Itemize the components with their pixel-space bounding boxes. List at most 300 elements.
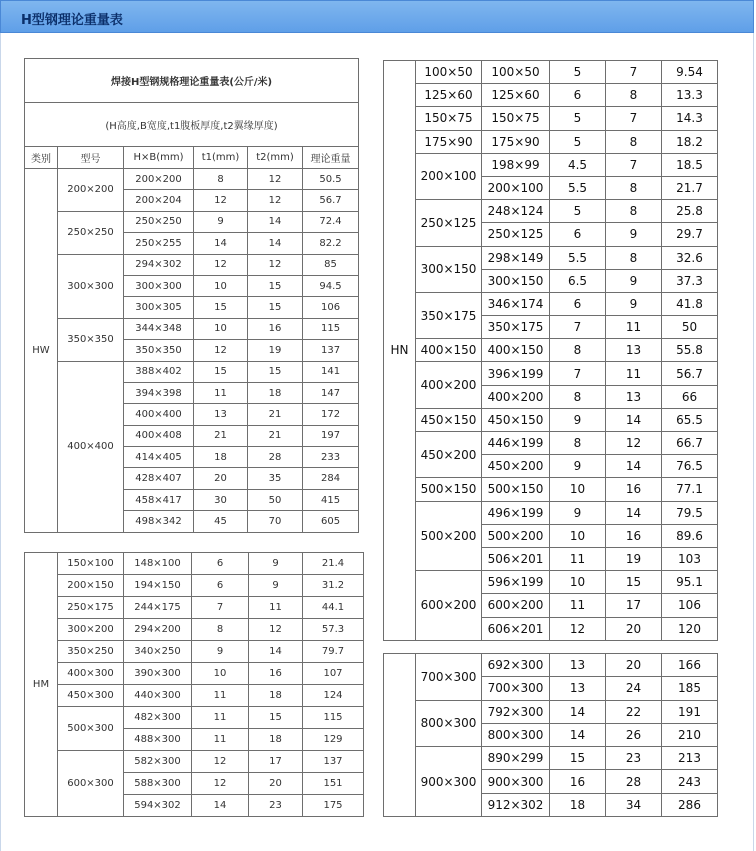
weight-cell: 415 <box>303 489 359 510</box>
t1-cell: 12 <box>192 751 249 773</box>
weight-cell: 106 <box>303 297 359 318</box>
weight-cell: 191 <box>662 700 718 723</box>
t2-cell: 35 <box>248 468 303 489</box>
t1-cell: 6 <box>192 575 249 597</box>
t2-cell: 23 <box>606 747 662 770</box>
size-cell: 200×204 <box>124 190 194 211</box>
t2-cell: 19 <box>248 340 303 361</box>
t2-cell: 12 <box>248 190 303 211</box>
size-cell: 596×199 <box>482 571 550 594</box>
table-subtitle-row <box>25 103 359 147</box>
weight-cell: 29.7 <box>662 223 718 246</box>
weight-cell: 79.7 <box>303 641 364 663</box>
size-cell: 400×150 <box>482 339 550 362</box>
size-cell: 488×300 <box>124 729 192 751</box>
t1-cell: 6 <box>550 84 606 107</box>
t1-cell: 11 <box>192 729 249 751</box>
t1-cell: 15 <box>194 297 248 318</box>
weight-cell: 41.8 <box>662 292 718 315</box>
t2-cell: 13 <box>606 385 662 408</box>
size-cell: 248×124 <box>482 200 550 223</box>
t2-cell: 28 <box>248 447 303 468</box>
table-row <box>384 501 718 524</box>
model-cell: 400×150 <box>416 339 482 362</box>
weight-cell: 213 <box>662 747 718 770</box>
t2-cell: 16 <box>606 524 662 547</box>
table-subtitle: (H高度,B宽度,t1腹板厚度,t2翼缘厚度) <box>25 103 359 147</box>
t2-cell: 16 <box>606 478 662 501</box>
category-cell <box>384 654 416 817</box>
weight-cell: 137 <box>303 340 359 361</box>
size-cell: 250×125 <box>482 223 550 246</box>
t1-cell: 5.5 <box>550 246 606 269</box>
t1-cell: 5.5 <box>550 176 606 199</box>
t1-cell: 6 <box>550 292 606 315</box>
weight-cell: 56.7 <box>662 362 718 385</box>
table-title-row <box>25 59 359 103</box>
table-row <box>25 619 364 641</box>
hm-table <box>24 552 364 817</box>
t1-cell: 10 <box>550 571 606 594</box>
size-cell: 506×201 <box>482 547 550 570</box>
weight-cell: 18.5 <box>662 153 718 176</box>
weight-cell: 94.5 <box>303 275 359 296</box>
size-cell: 298×149 <box>482 246 550 269</box>
size-cell: 446×199 <box>482 432 550 455</box>
t2-cell: 16 <box>249 663 303 685</box>
table-row <box>384 700 718 723</box>
t2-cell: 15 <box>248 275 303 296</box>
size-cell: 125×60 <box>482 84 550 107</box>
model-cell: 450×200 <box>416 432 482 478</box>
t1-cell: 8 <box>192 619 249 641</box>
size-cell: 148×100 <box>124 553 192 575</box>
t1-cell: 11 <box>194 382 248 403</box>
table-row <box>384 200 718 223</box>
size-cell: 500×200 <box>482 524 550 547</box>
weight-cell: 77.1 <box>662 478 718 501</box>
t1-cell: 18 <box>550 793 606 816</box>
t2-cell: 24 <box>606 677 662 700</box>
size-cell: 300×300 <box>124 275 194 296</box>
column-header: H×B(mm) <box>124 147 194 169</box>
model-cell: 700×300 <box>416 654 482 701</box>
weight-cell: 106 <box>662 594 718 617</box>
column-header: t2(mm) <box>248 147 303 169</box>
table-row <box>25 361 359 382</box>
t1-cell: 13 <box>550 677 606 700</box>
t1-cell: 7 <box>550 316 606 339</box>
t1-cell: 6 <box>550 223 606 246</box>
model-cell: 200×200 <box>58 169 124 212</box>
table-row <box>384 362 718 385</box>
t2-cell: 14 <box>248 233 303 254</box>
t2-cell: 22 <box>606 700 662 723</box>
model-cell: 500×300 <box>58 707 124 751</box>
t1-cell: 20 <box>194 468 248 489</box>
column-header-row <box>25 147 359 169</box>
size-cell: 390×300 <box>124 663 192 685</box>
t1-cell: 5 <box>550 130 606 153</box>
table-row <box>384 292 718 315</box>
size-cell: 428×407 <box>124 468 194 489</box>
t2-cell: 19 <box>606 547 662 570</box>
size-cell: 792×300 <box>482 700 550 723</box>
t2-cell: 12 <box>249 619 303 641</box>
t1-cell: 15 <box>194 361 248 382</box>
size-cell: 600×200 <box>482 594 550 617</box>
t1-cell: 11 <box>550 547 606 570</box>
table-row <box>25 254 359 275</box>
model-cell: 350×250 <box>58 641 124 663</box>
weight-cell: 115 <box>303 707 364 729</box>
size-cell: 198×99 <box>482 153 550 176</box>
weight-cell: 55.8 <box>662 339 718 362</box>
table-row <box>25 169 359 190</box>
size-cell: 150×75 <box>482 107 550 130</box>
model-cell: 300×150 <box>416 246 482 292</box>
model-cell: 150×100 <box>58 553 124 575</box>
model-cell: 450×150 <box>416 408 482 431</box>
t1-cell: 12 <box>194 340 248 361</box>
t2-cell: 17 <box>249 751 303 773</box>
model-cell: 500×150 <box>416 478 482 501</box>
table-title: 焊接H型钢规格理论重量表(公斤/米) <box>25 59 359 103</box>
size-cell: 294×200 <box>124 619 192 641</box>
t2-cell: 12 <box>248 254 303 275</box>
t2-cell: 20 <box>249 773 303 795</box>
model-cell: 200×150 <box>58 575 124 597</box>
size-cell: 582×300 <box>124 751 192 773</box>
t1-cell: 8 <box>550 339 606 362</box>
weight-cell: 82.2 <box>303 233 359 254</box>
category-cell: HW <box>25 169 58 533</box>
column-header: 理论重量 <box>303 147 359 169</box>
size-cell: 396×199 <box>482 362 550 385</box>
t2-cell: 13 <box>606 339 662 362</box>
t2-cell: 14 <box>606 455 662 478</box>
t2-cell: 14 <box>249 641 303 663</box>
t1-cell: 9 <box>550 455 606 478</box>
weight-cell: 37.3 <box>662 269 718 292</box>
table-row <box>384 61 718 84</box>
weight-cell: 57.3 <box>303 619 364 641</box>
t1-cell: 6 <box>192 553 249 575</box>
t1-cell: 11 <box>192 685 249 707</box>
t2-cell: 11 <box>606 316 662 339</box>
model-cell: 500×200 <box>416 501 482 571</box>
weight-cell: 197 <box>303 425 359 446</box>
weight-cell: 172 <box>303 404 359 425</box>
t2-cell: 18 <box>249 729 303 751</box>
t2-cell: 12 <box>248 169 303 190</box>
table-row <box>384 571 718 594</box>
t1-cell: 14 <box>192 795 249 817</box>
t2-cell: 15 <box>248 297 303 318</box>
t1-cell: 18 <box>194 447 248 468</box>
model-cell: 300×300 <box>58 254 124 318</box>
hn-continued-table <box>383 653 718 817</box>
table-row <box>25 685 364 707</box>
weight-cell: 210 <box>662 723 718 746</box>
t2-cell: 7 <box>606 107 662 130</box>
model-cell: 450×300 <box>58 685 124 707</box>
column-header: t1(mm) <box>194 147 248 169</box>
size-cell: 300×305 <box>124 297 194 318</box>
t1-cell: 9 <box>194 211 248 232</box>
category-cell: HM <box>25 553 58 817</box>
size-cell: 175×90 <box>482 130 550 153</box>
model-cell: 150×75 <box>416 107 482 130</box>
weight-cell: 89.6 <box>662 524 718 547</box>
t2-cell: 15 <box>249 707 303 729</box>
weight-cell: 284 <box>303 468 359 489</box>
size-cell: 588×300 <box>124 773 192 795</box>
t1-cell: 16 <box>550 770 606 793</box>
weight-cell: 25.8 <box>662 200 718 223</box>
table-row <box>384 432 718 455</box>
t2-cell: 18 <box>249 685 303 707</box>
size-cell: 394×398 <box>124 382 194 403</box>
t2-cell: 15 <box>248 361 303 382</box>
weight-cell: 233 <box>303 447 359 468</box>
size-cell: 482×300 <box>124 707 192 729</box>
size-cell: 400×200 <box>482 385 550 408</box>
t1-cell: 12 <box>192 773 249 795</box>
page-title: H型钢理论重量表 <box>21 13 123 28</box>
t2-cell: 14 <box>248 211 303 232</box>
table-row <box>25 575 364 597</box>
t1-cell: 8 <box>550 385 606 408</box>
t2-cell: 16 <box>248 318 303 339</box>
table-row <box>384 408 718 431</box>
size-cell: 800×300 <box>482 723 550 746</box>
t2-cell: 9 <box>606 292 662 315</box>
table-row <box>384 130 718 153</box>
t2-cell: 21 <box>248 425 303 446</box>
table-row <box>384 339 718 362</box>
table-row <box>384 747 718 770</box>
t1-cell: 8 <box>550 432 606 455</box>
t1-cell: 12 <box>194 254 248 275</box>
t2-cell: 9 <box>249 553 303 575</box>
table-row <box>25 211 359 232</box>
weight-cell: 151 <box>303 773 364 795</box>
model-cell: 250×250 <box>58 211 124 254</box>
table-row <box>25 597 364 619</box>
size-cell: 250×250 <box>124 211 194 232</box>
weight-cell: 21.4 <box>303 553 364 575</box>
t2-cell: 11 <box>249 597 303 619</box>
t1-cell: 10 <box>194 318 248 339</box>
model-cell: 400×300 <box>58 663 124 685</box>
t1-cell: 9 <box>550 408 606 431</box>
t1-cell: 14 <box>194 233 248 254</box>
weight-cell: 243 <box>662 770 718 793</box>
weight-cell: 141 <box>303 361 359 382</box>
size-cell: 244×175 <box>124 597 192 619</box>
hn-table <box>383 60 718 641</box>
size-cell: 346×174 <box>482 292 550 315</box>
weight-cell: 13.3 <box>662 84 718 107</box>
size-cell: 496×199 <box>482 501 550 524</box>
t2-cell: 8 <box>606 130 662 153</box>
size-cell: 450×150 <box>482 408 550 431</box>
size-cell: 100×50 <box>482 61 550 84</box>
t1-cell: 12 <box>194 190 248 211</box>
title-bar <box>0 0 754 33</box>
table-row <box>384 153 718 176</box>
t1-cell: 5 <box>550 200 606 223</box>
weight-cell: 129 <box>303 729 364 751</box>
size-cell: 912×302 <box>482 793 550 816</box>
weight-cell: 115 <box>303 318 359 339</box>
t2-cell: 9 <box>249 575 303 597</box>
weight-cell: 147 <box>303 382 359 403</box>
weight-cell: 65.5 <box>662 408 718 431</box>
t2-cell: 26 <box>606 723 662 746</box>
model-cell: 600×200 <box>416 571 482 641</box>
weight-cell: 166 <box>662 654 718 677</box>
t1-cell: 13 <box>550 654 606 677</box>
t2-cell: 11 <box>606 362 662 385</box>
model-cell: 350×350 <box>58 318 124 361</box>
weight-cell: 9.54 <box>662 61 718 84</box>
size-cell: 194×150 <box>124 575 192 597</box>
size-cell: 388×402 <box>124 361 194 382</box>
weight-cell: 103 <box>662 547 718 570</box>
t1-cell: 11 <box>550 594 606 617</box>
weight-cell: 56.7 <box>303 190 359 211</box>
weight-cell: 185 <box>662 677 718 700</box>
table-row <box>384 478 718 501</box>
size-cell: 606×201 <box>482 617 550 640</box>
t1-cell: 13 <box>194 404 248 425</box>
size-cell: 450×200 <box>482 455 550 478</box>
size-cell: 200×200 <box>124 169 194 190</box>
t2-cell: 18 <box>248 382 303 403</box>
t1-cell: 10 <box>192 663 249 685</box>
size-cell: 400×400 <box>124 404 194 425</box>
t2-cell: 50 <box>248 489 303 510</box>
weight-cell: 85 <box>303 254 359 275</box>
model-cell: 800×300 <box>416 700 482 747</box>
t1-cell: 21 <box>194 425 248 446</box>
model-cell: 200×100 <box>416 153 482 199</box>
t1-cell: 10 <box>550 478 606 501</box>
model-cell: 175×90 <box>416 130 482 153</box>
t2-cell: 28 <box>606 770 662 793</box>
t2-cell: 20 <box>606 654 662 677</box>
weight-cell: 120 <box>662 617 718 640</box>
size-cell: 300×150 <box>482 269 550 292</box>
t2-cell: 34 <box>606 793 662 816</box>
size-cell: 700×300 <box>482 677 550 700</box>
weight-cell: 286 <box>662 793 718 816</box>
size-cell: 414×405 <box>124 447 194 468</box>
size-cell: 340×250 <box>124 641 192 663</box>
table-row <box>384 654 718 677</box>
weight-cell: 76.5 <box>662 455 718 478</box>
t1-cell: 5 <box>550 61 606 84</box>
size-cell: 458×417 <box>124 489 194 510</box>
model-cell: 350×175 <box>416 292 482 338</box>
column-header: 型号 <box>58 147 124 169</box>
table-row <box>25 751 364 773</box>
t2-cell: 7 <box>606 153 662 176</box>
t1-cell: 8 <box>194 169 248 190</box>
weight-cell: 107 <box>303 663 364 685</box>
t2-cell: 12 <box>606 432 662 455</box>
weight-cell: 72.4 <box>303 211 359 232</box>
weight-cell: 66 <box>662 385 718 408</box>
column-header: 类别 <box>25 147 58 169</box>
table-row <box>25 707 364 729</box>
t2-cell: 23 <box>249 795 303 817</box>
t1-cell: 45 <box>194 511 248 532</box>
hw-table <box>24 58 359 533</box>
t2-cell: 21 <box>248 404 303 425</box>
t2-cell: 9 <box>606 269 662 292</box>
t2-cell: 70 <box>248 511 303 532</box>
model-cell: 400×400 <box>58 361 124 532</box>
weight-cell: 32.6 <box>662 246 718 269</box>
t1-cell: 4.5 <box>550 153 606 176</box>
size-cell: 294×302 <box>124 254 194 275</box>
t2-cell: 9 <box>606 223 662 246</box>
category-cell: HN <box>384 61 416 641</box>
t1-cell: 30 <box>194 489 248 510</box>
table-row <box>384 246 718 269</box>
weight-cell: 50 <box>662 316 718 339</box>
t1-cell: 10 <box>550 524 606 547</box>
t1-cell: 14 <box>550 723 606 746</box>
weight-cell: 31.2 <box>303 575 364 597</box>
size-cell: 200×100 <box>482 176 550 199</box>
size-cell: 900×300 <box>482 770 550 793</box>
t1-cell: 6.5 <box>550 269 606 292</box>
t2-cell: 15 <box>606 571 662 594</box>
weight-cell: 18.2 <box>662 130 718 153</box>
weight-cell: 66.7 <box>662 432 718 455</box>
model-cell: 125×60 <box>416 84 482 107</box>
size-cell: 692×300 <box>482 654 550 677</box>
model-cell: 250×125 <box>416 200 482 246</box>
weight-cell: 79.5 <box>662 501 718 524</box>
t2-cell: 8 <box>606 246 662 269</box>
size-cell: 350×350 <box>124 340 194 361</box>
t1-cell: 11 <box>192 707 249 729</box>
model-cell: 300×200 <box>58 619 124 641</box>
size-cell: 344×348 <box>124 318 194 339</box>
size-cell: 350×175 <box>482 316 550 339</box>
t2-cell: 8 <box>606 200 662 223</box>
weight-cell: 605 <box>303 511 359 532</box>
size-cell: 250×255 <box>124 233 194 254</box>
size-cell: 594×302 <box>124 795 192 817</box>
t1-cell: 9 <box>192 641 249 663</box>
model-cell: 600×300 <box>58 751 124 817</box>
table-row <box>25 663 364 685</box>
t2-cell: 14 <box>606 501 662 524</box>
t1-cell: 15 <box>550 747 606 770</box>
model-cell: 400×200 <box>416 362 482 408</box>
table-row <box>25 553 364 575</box>
t1-cell: 10 <box>194 275 248 296</box>
t1-cell: 7 <box>192 597 249 619</box>
table-row <box>25 318 359 339</box>
weight-cell: 95.1 <box>662 571 718 594</box>
